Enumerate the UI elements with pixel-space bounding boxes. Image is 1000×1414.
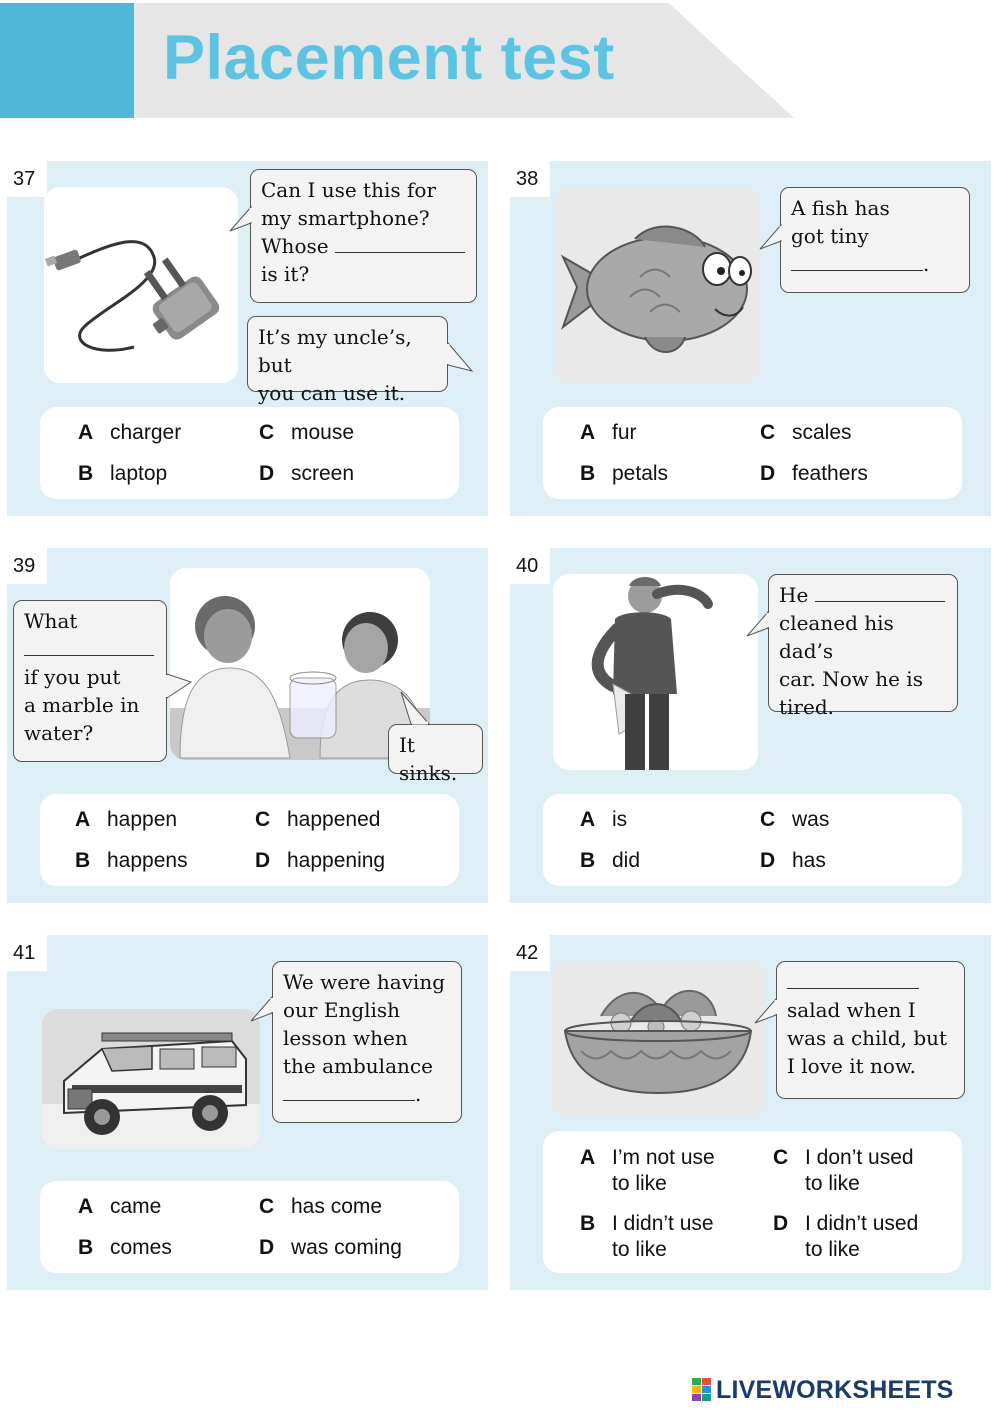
salad-image [551,961,766,1116]
answer-blank[interactable] [335,233,465,253]
ambulance-image [42,1009,260,1149]
bubble-tail [250,995,274,1025]
speech-bubble: We were having our English lesson when the ambulance . [272,961,462,1123]
answer-options [40,1181,459,1273]
bubble-tail [759,223,783,253]
liveworksheets-brand: LIVEWORKSHEETS [716,1376,954,1404]
option-c[interactable]: C was [760,808,830,831]
option-c[interactable]: C has come [259,1195,383,1218]
option-d[interactable]: D I didn’t used to like [773,1212,919,1261]
option-a[interactable]: A happen [75,808,178,831]
question-number: 40 [510,548,550,584]
answer-blank[interactable] [787,969,919,989]
bubble-tail [165,672,193,702]
question-39-panel [7,548,488,903]
option-a[interactable]: A fur [580,421,637,444]
option-b[interactable]: B laptop [78,462,168,485]
bubble-tail [446,341,474,373]
speech-bubble: He cleaned his dad’s car. Now he is tired. [768,574,958,712]
tired-boy-image [553,574,758,770]
header-accent-block [0,3,134,118]
option-b[interactable]: B petals [580,462,669,485]
answer-blank[interactable] [24,636,154,656]
question-40-panel [510,548,991,903]
option-c[interactable]: C mouse [259,421,355,444]
fish-image [555,187,760,383]
speech-bubble-reply: It’s my uncle’s, but you can use it. [247,316,448,392]
option-b[interactable]: B did [580,849,641,872]
answer-blank[interactable] [815,582,945,602]
question-38-panel [510,161,991,516]
answer-options [543,1131,962,1273]
question-number: 41 [7,935,47,971]
speech-bubble: salad when I was a child, but I love it now. [776,961,965,1099]
option-b[interactable]: B I didn’t use to like [580,1212,714,1261]
bubble-tail [229,205,253,235]
option-a[interactable]: A charger [78,421,182,444]
answer-blank[interactable] [791,251,923,271]
bubble-tail [399,690,431,726]
page-title: Placement test [163,23,615,93]
option-d[interactable]: D happening [255,849,386,872]
speech-bubble: A fish has got tiny . [780,187,970,293]
question-number: 39 [7,548,47,584]
option-d[interactable]: D screen [259,462,355,485]
question-37-panel [7,161,488,516]
option-b[interactable]: B happens [75,849,188,872]
bubble-tail [746,610,770,640]
answer-blank[interactable] [283,1081,415,1101]
option-c[interactable]: C scales [760,421,852,444]
option-d[interactable]: D was coming [259,1236,402,1259]
option-d[interactable]: D has [760,849,826,872]
answer-options [40,407,459,499]
speech-bubble-reply: It sinks. [388,724,483,774]
option-c[interactable]: C happened [255,808,381,831]
question-41-panel [7,935,488,1290]
speech-bubble-question: What if you put a marble in water? [13,600,167,762]
charger-image [44,187,238,383]
question-42-panel [510,935,991,1290]
option-a[interactable]: A I’m not use to like [580,1146,715,1195]
answer-options [543,407,962,499]
option-a[interactable]: A is [580,808,628,831]
question-number: 37 [7,161,47,197]
option-c[interactable]: C I don’t used to like [773,1146,914,1195]
option-a[interactable]: A came [78,1195,162,1218]
liveworksheets-logo-icon [692,1378,712,1402]
option-d[interactable]: D feathers [760,462,868,485]
answer-options [543,794,962,886]
option-b[interactable]: B comes [78,1236,172,1259]
question-number: 42 [510,935,550,971]
speech-bubble-question: Can I use this for my smartphone? Whose is it? [250,169,477,303]
bubble-tail [754,997,778,1027]
answer-options [40,794,459,886]
question-number: 38 [510,161,550,197]
